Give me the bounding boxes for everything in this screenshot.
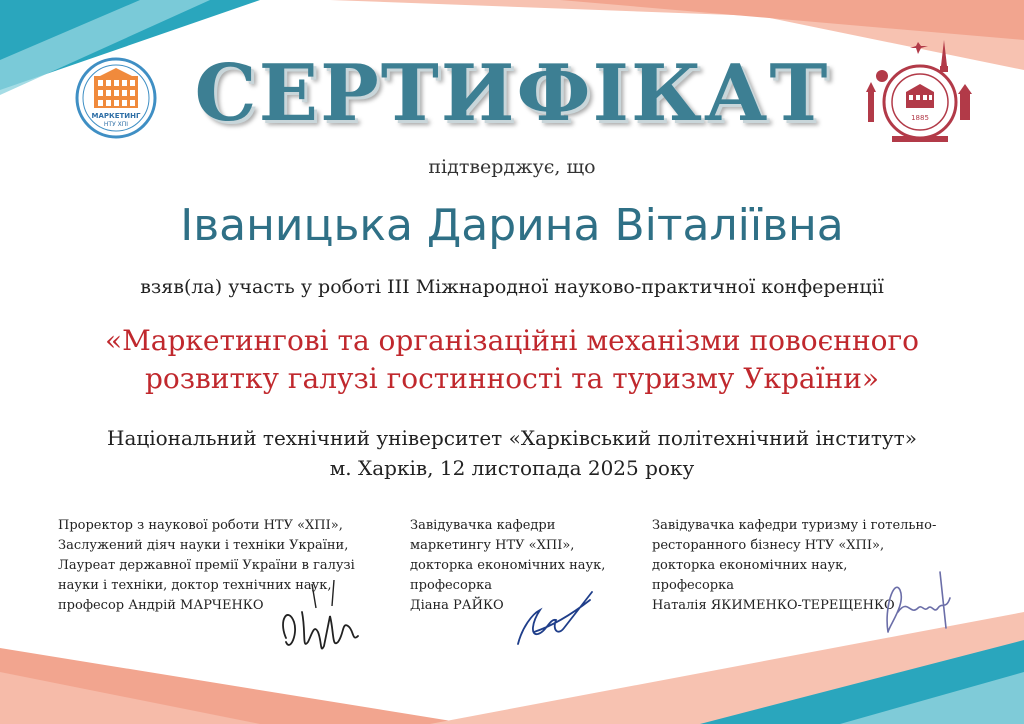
- signatory-line: Проректор з наукової роботи НТУ «ХПІ»,: [58, 518, 343, 533]
- signatory-line: Завідувачка кафедри: [410, 518, 556, 533]
- signatory-line: Наталія ЯКИМЕНКО-ТЕРЕЩЕНКО: [652, 598, 895, 613]
- signatory-line: Завідувачка кафедри туризму і готельно-: [652, 518, 937, 533]
- signatory-line: ресторанного бізнесу НТУ «ХПІ»,: [652, 538, 885, 553]
- signatory-line: маркетингу НТУ «ХПІ»,: [410, 538, 575, 553]
- logo-line2: НТУ ХПІ: [103, 121, 129, 128]
- signatory-line: Лауреат державної премії України в галузі: [58, 558, 355, 573]
- confirms-text: підтверджує, що: [428, 156, 596, 178]
- signature-yakymenko: [880, 568, 960, 640]
- logo-line1: МАРКЕТИНГ: [91, 112, 141, 120]
- emblem-year: 1885: [911, 114, 929, 122]
- signatory-line: професорка: [652, 578, 734, 593]
- signatory-line: докторка економічних наук,: [652, 558, 848, 573]
- signatory-line: професор Андрій МАРЧЕНКО: [58, 598, 264, 613]
- signature-marchenko: [272, 572, 372, 662]
- signatory-line: Заслужений діяч науки і техніки України,: [58, 538, 349, 553]
- signatory-line: Діана РАЙКО: [410, 598, 504, 613]
- place-date: м. Харків, 12 листопада 2025 року: [329, 456, 695, 480]
- signature-raiko: [512, 588, 598, 650]
- conference-title: [60, 322, 964, 398]
- conference-title-line: розвитку галузі гостинності та туризму України»: [145, 362, 879, 395]
- signatory-line: професорка: [410, 578, 492, 593]
- certificate-title: СЕРТИФІКАТ: [194, 48, 830, 139]
- signatory-line: науки і техніки, доктор технічних наук,: [58, 578, 332, 593]
- university-name: Національний технічний університет «Харківський політехнічний інститут»: [107, 426, 917, 450]
- conference-title-line: «Маркетингові та організаційні механізми повоєнного: [105, 324, 919, 357]
- participation-text: взяв(ла) участь у роботі ІІІ Міжнародної науково-практичної конференції: [140, 276, 884, 298]
- signatory-line: докторка економічних наук,: [410, 558, 606, 573]
- recipient-name: Іваницька Дарина Віталіївна: [180, 200, 844, 251]
